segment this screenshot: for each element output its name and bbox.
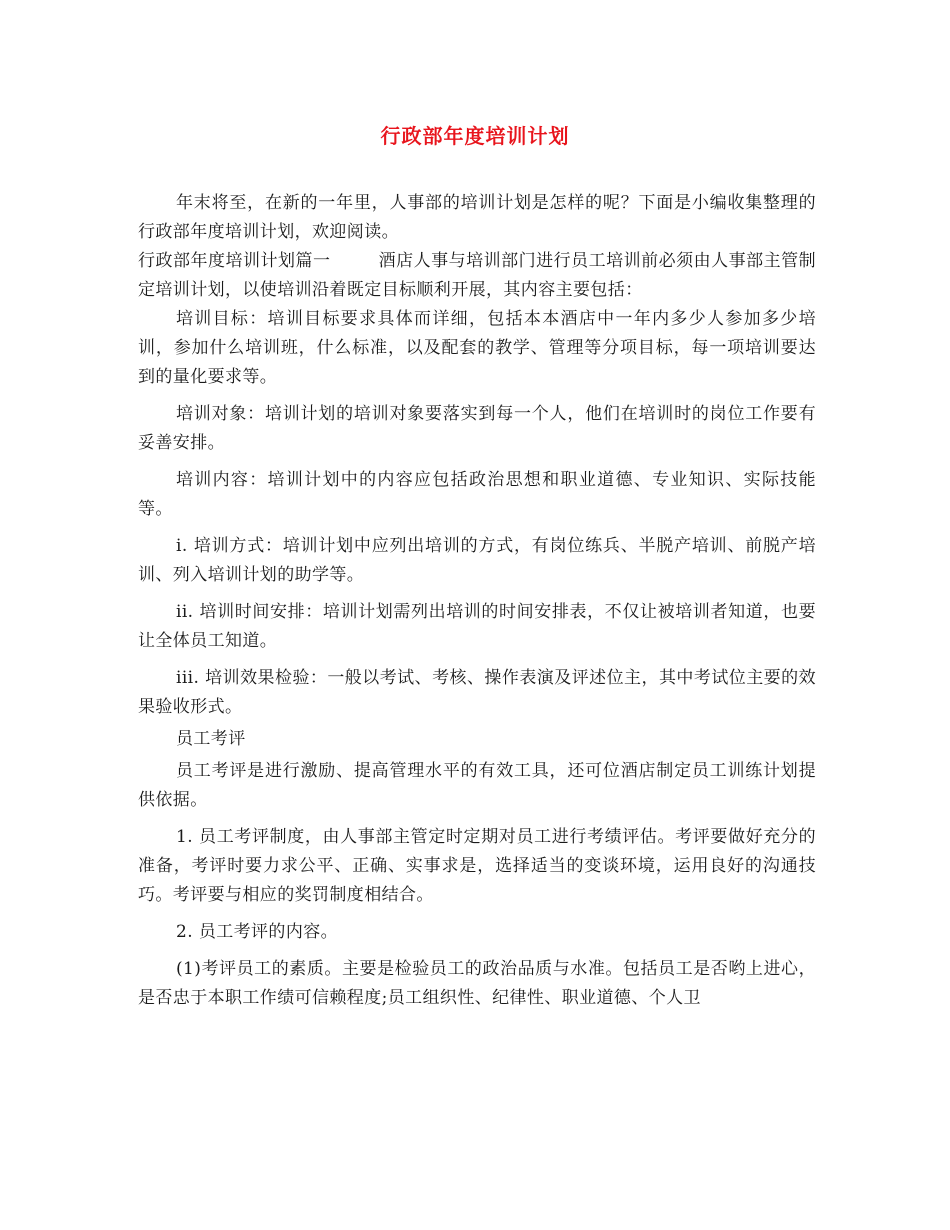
training-goal-paragraph: 培训目标：培训目标要求具体而详细，包括本本酒店中一年内多少人参加多少培训，参加什么培训班，什么标准，以及配套的教学、管理等分项目标，每一项培训要达到的量化要求等。 [138,309,816,387]
employee-review-intro: 员工考评是进行激励、提高管理水平的有效工具，还可位酒店制定员工训练计划提供依据。 [138,761,816,810]
training-evaluation-paragraph: iii. 培训效果检验：一般以考试、考核、操作表演及评述位主，其中考试位主要的效果验收形式。 [138,668,816,717]
review-content-paragraph: 2. 员工考评的内容。 [176,922,339,942]
review-system-paragraph: 1. 员工考评制度，由人事部主管定时定期对员工进行考绩评估。考评要做好充分的准备，考评时要力求公平、正确、实事求是，选择适当的变谈环境，运用良好的沟通技巧。考评要与相应的奖罚制度相结合。 [138,827,816,905]
review-quality-paragraph: (1)考评员工的素质。主要是检验员工的政治品质与水准。包括员工是否哟上进心，是否忠于本职工作绩可信赖程度;员工组织性、纪律性、职业道德、个人卫 [138,959,816,1008]
section-heading-paragraph [138,247,816,305]
section-heading: 行政部年度培训计划篇一 [138,251,331,271]
intro-paragraph: 年末将至，在新的一年里，人事部的培训计划是怎样的呢？下面是小编收集整理的行政部年度培训计划，欢迎阅读。 [138,193,816,242]
employee-review-heading: 员工考评 [176,729,246,749]
document-body [138,189,816,1013]
section-intro-text: 酒店人事与培训部门进行员工培训前必须由人事部主管制定培训计划，以使培训沿着既定目标顺利开展，其内容主要包括： [138,251,816,300]
training-target-paragraph: 培训对象：培训计划的培训对象要落实到每一个人，他们在培训时的岗位工作要有妥善安排。 [138,404,816,453]
document-title: 行政部年度培训计划 [380,124,570,148]
training-schedule-paragraph: ii. 培训时间安排：培训计划需列出培训的时间安排表，不仅让被培训者知道，也要让全体员工知道。 [138,602,816,651]
training-content-paragraph: 培训内容：培训计划中的内容应包括政治思想和职业道德、专业知识、实际技能等。 [138,470,816,519]
training-method-paragraph: i. 培训方式：培训计划中应列出培训的方式，有岗位练兵、半脱产培训、前脱产培训、列入培训计划的助学等。 [138,536,816,585]
